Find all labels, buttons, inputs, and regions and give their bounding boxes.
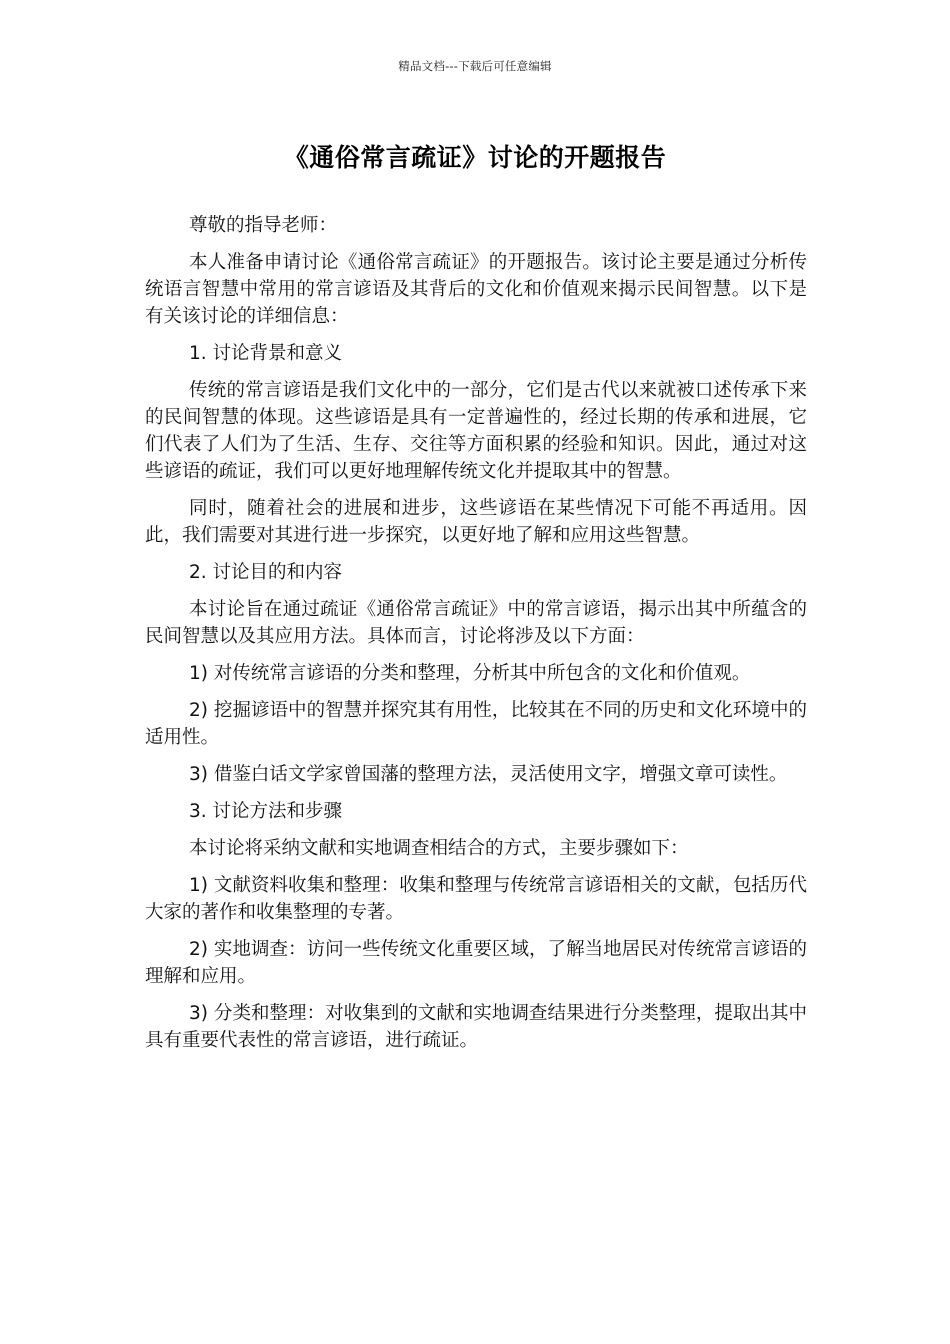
- document-body: [145, 212, 807, 1064]
- section-heading-background: 1. 讨论背景和意义: [189, 343, 343, 364]
- method-step-3: 3) 分类和整理：对收集到的文献和实地调查结果进行分类整理，提取出其中具有重要代表性的常言谚语，进行疏证。: [145, 1003, 807, 1051]
- purpose-item-3: 3) 借鉴白话文学家曾国藩的整理方法，灵活使用文字，增强文章可读性。: [189, 764, 788, 785]
- section-heading-purpose: 2. 讨论目的和内容: [189, 562, 343, 583]
- method-step-1: 1) 文献资料收集和整理：收集和整理与传统常言谚语相关的文献，包括历代大家的著作和收集整理的专著。: [145, 875, 807, 923]
- purpose-item-1: 1) 对传统常言谚语的分类和整理，分析其中所包含的文化和价值观。: [189, 663, 751, 684]
- document-title: 《通俗常言疏证》讨论的开题报告: [283, 143, 667, 172]
- background-paragraph-1: 传统的常言谚语是我们文化中的一部分，它们是古代以来就被口述传承下来的民间智慧的体现。这些谚语是具有一定普遍性的，经过长期的传承和进展，它们代表了人们为了生活、生存、交往等方面积累的经验和知识。因此，通过对这些谚语的疏证，我们可以更好地理解传统文化并提取其中的智慧。: [145, 380, 807, 482]
- header-note: 精品文档---下载后可任意编辑: [398, 59, 552, 73]
- intro-paragraph: 本人准备申请讨论《通俗常言疏证》的开题报告。该讨论主要是通过分析传统语言智慧中常用的常言谚语及其背后的文化和价值观来揭示民间智慧。以下是有关该讨论的详细信息：: [145, 252, 807, 327]
- purpose-item-2: 2) 挖掘谚语中的智慧并探究其有用性，比较其在不同的历史和文化环境中的适用性。: [145, 700, 807, 748]
- method-paragraph: 本讨论将采纳文献和实地调查相结合的方式，主要步骤如下：: [189, 838, 689, 859]
- section-heading-method: 3. 讨论方法和步骤: [189, 801, 343, 822]
- purpose-paragraph: 本讨论旨在通过疏证《通俗常言疏证》中的常言谚语，揭示出其中所蕴含的民间智慧以及其应用方法。具体而言，讨论将涉及以下方面：: [145, 599, 807, 647]
- salutation: 尊敬的指导老师：: [189, 215, 338, 236]
- background-paragraph-2: 同时，随着社会的进展和进步，这些谚语在某些情况下可能不再适用。因此，我们需要对其进行进一步探究，以更好地了解和应用这些智慧。: [145, 498, 807, 546]
- method-step-2: 2) 实地调查：访问一些传统文化重要区域，了解当地居民对传统常言谚语的理解和应用。: [145, 939, 807, 987]
